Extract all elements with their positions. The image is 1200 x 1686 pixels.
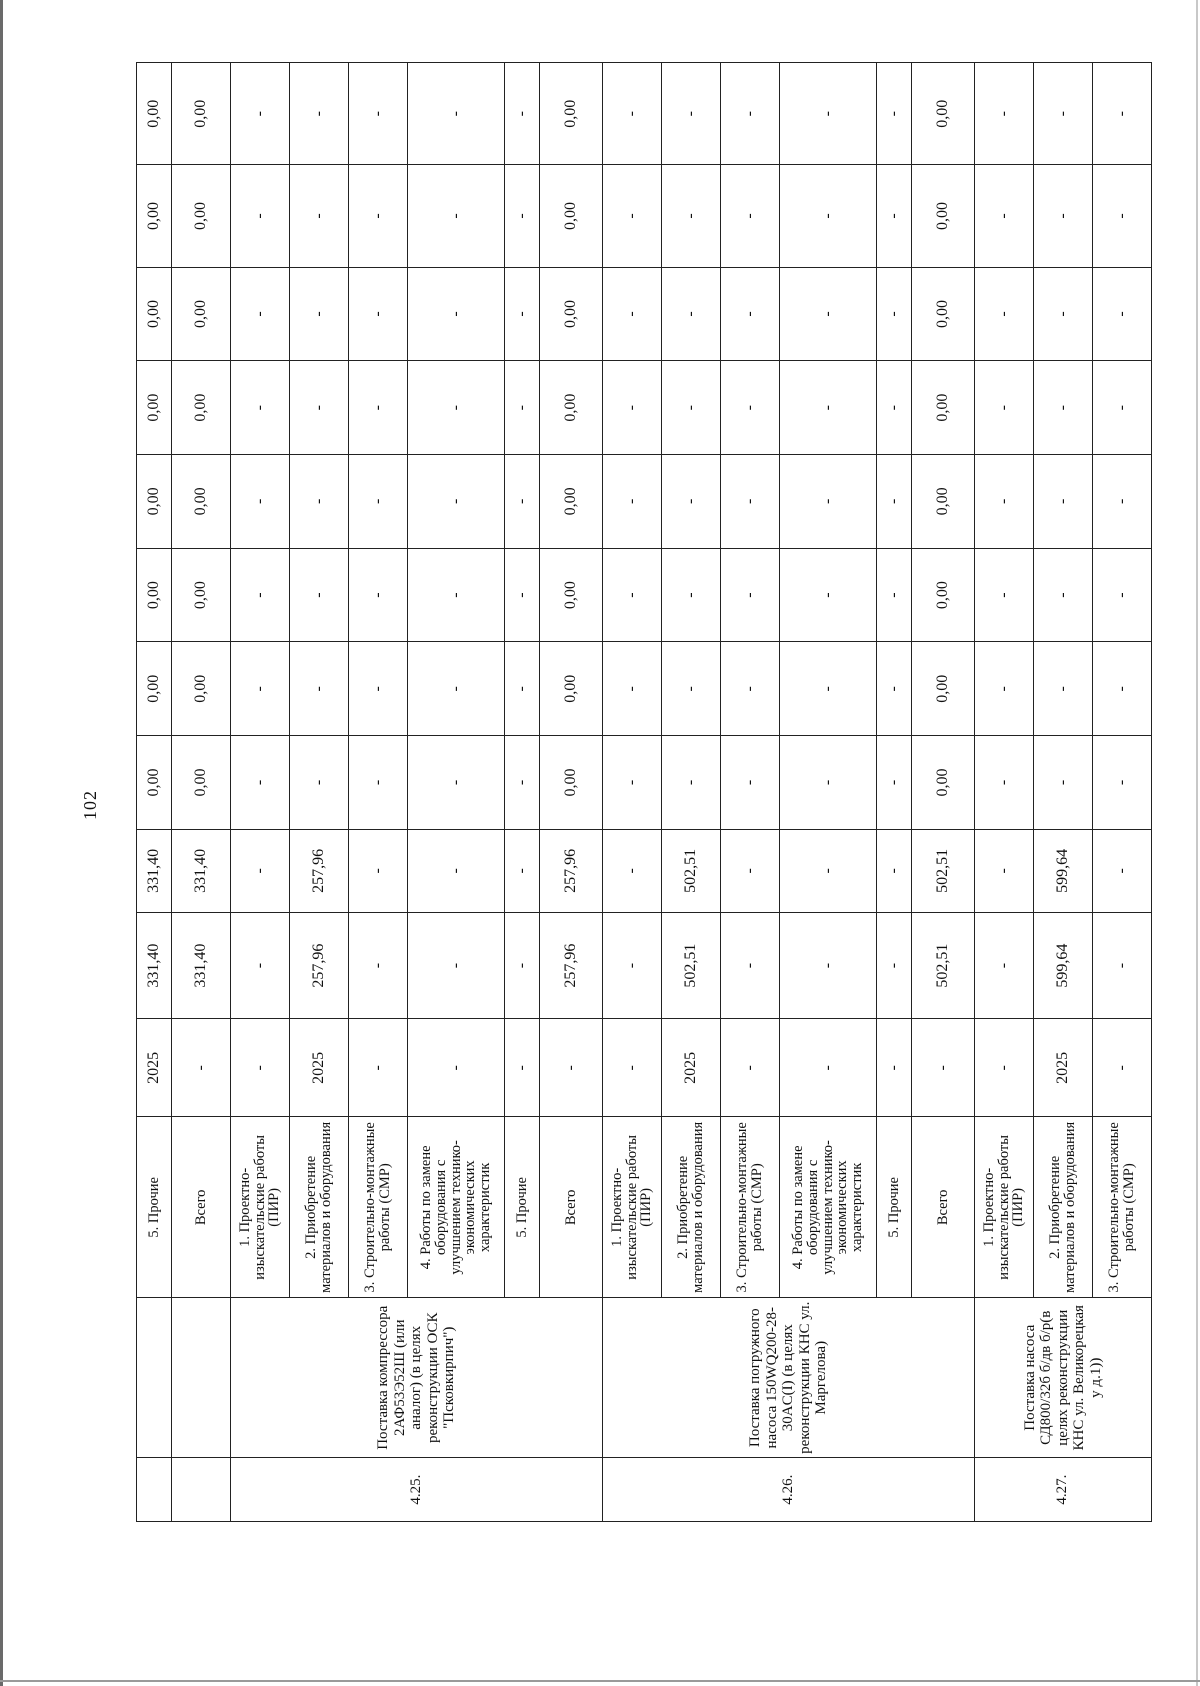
value-cell: - — [877, 736, 912, 830]
value-cell: 0,00 — [912, 455, 975, 549]
value-cell: - — [877, 165, 912, 267]
table-row — [975, 63, 1034, 1522]
value-cell: - — [290, 165, 349, 267]
value-cell: - — [408, 829, 505, 912]
value-cell: - — [408, 548, 505, 642]
value-cell: 257,96 — [540, 912, 603, 1018]
value-cell: - — [231, 361, 290, 455]
value-cell: 0,00 — [912, 63, 975, 165]
value-cell: - — [349, 829, 408, 912]
value-cell: - — [877, 829, 912, 912]
value-cell: - — [408, 736, 505, 830]
table-row — [172, 63, 231, 1522]
work-type-cell: Всего — [540, 1117, 603, 1298]
value-cell: - — [505, 736, 540, 830]
item-number-cell — [172, 1458, 231, 1522]
value-cell: 0,00 — [137, 267, 172, 361]
year-cell: - — [912, 1019, 975, 1117]
year-cell: 2025 — [1034, 1019, 1093, 1117]
value-cell: 502,51 — [912, 829, 975, 912]
value-cell: - — [721, 736, 780, 830]
value-cell: - — [1093, 548, 1152, 642]
value-cell: 0,00 — [172, 548, 231, 642]
value-cell: - — [721, 267, 780, 361]
year-cell: - — [505, 1019, 540, 1117]
year-cell: 2025 — [662, 1019, 721, 1117]
year-cell: 2025 — [290, 1019, 349, 1117]
value-cell: - — [1034, 63, 1093, 165]
value-cell: - — [349, 912, 408, 1018]
value-cell: 331,40 — [172, 829, 231, 912]
object-name-cell — [137, 1298, 172, 1458]
value-cell: 0,00 — [172, 63, 231, 165]
value-cell: - — [231, 455, 290, 549]
year-cell: - — [231, 1019, 290, 1117]
work-type-cell: 1. Проектно-изыскательские работы (ПИР) — [603, 1117, 662, 1298]
year-cell: - — [721, 1019, 780, 1117]
work-type-cell: 3. Строительно-монтажные работы (СМР) — [349, 1117, 408, 1298]
value-cell: 0,00 — [137, 736, 172, 830]
value-cell: - — [780, 165, 877, 267]
value-cell: 0,00 — [912, 736, 975, 830]
value-cell: - — [1093, 361, 1152, 455]
value-cell: - — [780, 548, 877, 642]
value-cell: 0,00 — [172, 267, 231, 361]
value-cell: 0,00 — [540, 455, 603, 549]
value-cell: - — [975, 361, 1034, 455]
page-number: 102 — [80, 790, 100, 820]
work-type-cell: 5. Прочие — [505, 1117, 540, 1298]
value-cell: 331,40 — [137, 912, 172, 1018]
value-cell: 0,00 — [540, 642, 603, 736]
value-cell: - — [1034, 267, 1093, 361]
value-cell: - — [877, 267, 912, 361]
year-cell: - — [540, 1019, 603, 1117]
value-cell: - — [1034, 165, 1093, 267]
value-cell: - — [1093, 642, 1152, 736]
value-cell: - — [408, 63, 505, 165]
value-cell: - — [1093, 455, 1152, 549]
value-cell: 0,00 — [912, 642, 975, 736]
value-cell: - — [975, 642, 1034, 736]
work-type-cell: 4. Работы по замене оборудования с улучшением технико-экономических характеристик — [408, 1117, 505, 1298]
year-cell: - — [1093, 1019, 1152, 1117]
object-name-cell — [172, 1298, 231, 1458]
value-cell: - — [780, 267, 877, 361]
value-cell: 0,00 — [912, 267, 975, 361]
value-cell: - — [231, 642, 290, 736]
year-cell: - — [349, 1019, 408, 1117]
work-type-cell: 4. Работы по замене оборудования с улучшением технико-экономических характеристик — [780, 1117, 877, 1298]
value-cell: - — [1034, 361, 1093, 455]
value-cell: 0,00 — [540, 736, 603, 830]
value-cell: - — [721, 642, 780, 736]
value-cell: - — [1034, 736, 1093, 830]
value-cell: - — [408, 165, 505, 267]
value-cell: 0,00 — [540, 267, 603, 361]
work-type-cell: 3. Строительно-монтажные работы (СМР) — [721, 1117, 780, 1298]
item-number-cell — [137, 1458, 172, 1522]
value-cell: - — [408, 642, 505, 736]
value-cell: 257,96 — [540, 829, 603, 912]
table-body — [137, 63, 1152, 1522]
work-type-cell: 3. Строительно-монтажные работы (СМР) — [1093, 1117, 1152, 1298]
value-cell: 0,00 — [137, 455, 172, 549]
value-cell: - — [662, 361, 721, 455]
value-cell: 502,51 — [662, 829, 721, 912]
value-cell: 0,00 — [172, 642, 231, 736]
value-cell: - — [780, 455, 877, 549]
value-cell: - — [290, 455, 349, 549]
value-cell: - — [349, 63, 408, 165]
value-cell: - — [662, 548, 721, 642]
value-cell: - — [975, 829, 1034, 912]
value-cell: 0,00 — [172, 165, 231, 267]
value-cell: - — [1093, 267, 1152, 361]
value-cell: - — [349, 361, 408, 455]
value-cell: - — [603, 829, 662, 912]
value-cell: 0,00 — [137, 642, 172, 736]
value-cell: - — [1093, 736, 1152, 830]
value-cell: - — [290, 736, 349, 830]
value-cell: - — [505, 361, 540, 455]
value-cell: - — [231, 63, 290, 165]
value-cell: - — [662, 642, 721, 736]
value-cell: - — [231, 829, 290, 912]
value-cell: - — [877, 455, 912, 549]
value-cell: 0,00 — [912, 165, 975, 267]
value-cell: - — [408, 267, 505, 361]
value-cell: - — [603, 736, 662, 830]
year-cell: - — [877, 1019, 912, 1117]
value-cell: - — [603, 912, 662, 1018]
value-cell: - — [603, 165, 662, 267]
value-cell: - — [603, 63, 662, 165]
value-cell: - — [975, 267, 1034, 361]
value-cell: - — [505, 165, 540, 267]
value-cell: 599,64 — [1034, 829, 1093, 912]
value-cell: - — [877, 361, 912, 455]
value-cell: - — [1034, 455, 1093, 549]
value-cell: 0,00 — [540, 361, 603, 455]
value-cell: - — [408, 912, 505, 1018]
value-cell: - — [505, 455, 540, 549]
value-cell: - — [975, 912, 1034, 1018]
work-type-cell: Всего — [172, 1117, 231, 1298]
value-cell: - — [603, 267, 662, 361]
value-cell: - — [349, 455, 408, 549]
value-cell: - — [231, 912, 290, 1018]
value-cell: 0,00 — [172, 736, 231, 830]
value-cell: - — [505, 829, 540, 912]
object-name-cell: Поставка компрессора 2АФ53Э52Ш (или аналог) (в целях реконструкции ОСК "Псковкирпич") — [231, 1298, 603, 1458]
value-cell: - — [505, 63, 540, 165]
value-cell: - — [349, 642, 408, 736]
value-cell: - — [877, 912, 912, 1018]
value-cell: - — [721, 361, 780, 455]
work-type-cell: Всего — [912, 1117, 975, 1298]
value-cell: 0,00 — [540, 63, 603, 165]
work-type-cell: 2. Приобретение материалов и оборудования — [662, 1117, 721, 1298]
value-cell: - — [721, 63, 780, 165]
value-cell: - — [877, 548, 912, 642]
value-cell: - — [603, 361, 662, 455]
value-cell: 0,00 — [137, 63, 172, 165]
table-row — [231, 63, 290, 1522]
value-cell: - — [1093, 912, 1152, 1018]
value-cell: - — [1093, 63, 1152, 165]
value-cell: - — [603, 455, 662, 549]
value-cell: - — [780, 912, 877, 1018]
value-cell: - — [231, 548, 290, 642]
value-cell: - — [349, 165, 408, 267]
year-cell: - — [172, 1019, 231, 1117]
scan-bottom-edge — [0, 1680, 1200, 1682]
value-cell: - — [877, 642, 912, 736]
value-cell: - — [408, 361, 505, 455]
value-cell: 0,00 — [137, 165, 172, 267]
value-cell: - — [290, 642, 349, 736]
value-cell: - — [505, 912, 540, 1018]
value-cell: 0,00 — [172, 361, 231, 455]
value-cell: 0,00 — [912, 548, 975, 642]
work-type-cell: 2. Приобретение материалов и оборудования — [290, 1117, 349, 1298]
value-cell: - — [603, 548, 662, 642]
value-cell: 0,00 — [137, 548, 172, 642]
value-cell: - — [780, 736, 877, 830]
table-row — [603, 63, 662, 1522]
value-cell: - — [603, 642, 662, 736]
rotated-table-container — [136, 62, 1137, 1522]
value-cell: - — [290, 548, 349, 642]
value-cell: - — [290, 267, 349, 361]
value-cell: - — [975, 63, 1034, 165]
item-number-cell: 4.27. — [975, 1458, 1152, 1522]
work-type-cell: 5. Прочие — [137, 1117, 172, 1298]
value-cell: 599,64 — [1034, 912, 1093, 1018]
value-cell: 0,00 — [172, 455, 231, 549]
year-cell: 2025 — [137, 1019, 172, 1117]
value-cell: - — [662, 165, 721, 267]
value-cell: - — [975, 165, 1034, 267]
value-cell: 331,40 — [172, 912, 231, 1018]
work-type-cell: 1. Проектно-изыскательские работы (ПИР) — [975, 1117, 1034, 1298]
value-cell: - — [231, 736, 290, 830]
value-cell: - — [349, 736, 408, 830]
value-cell: 331,40 — [137, 829, 172, 912]
value-cell: 502,51 — [912, 912, 975, 1018]
value-cell: - — [662, 63, 721, 165]
object-name-cell: Поставка погружного насоса 150WQ200-28-30AC(I) (в целях реконструкции КНС ул. Маргелова) — [603, 1298, 975, 1458]
value-cell: - — [721, 548, 780, 642]
value-cell: - — [1093, 829, 1152, 912]
year-cell: - — [780, 1019, 877, 1117]
value-cell: - — [1034, 642, 1093, 736]
value-cell: - — [1034, 548, 1093, 642]
work-type-cell: 2. Приобретение материалов и оборудования — [1034, 1117, 1093, 1298]
object-name-cell: Поставка насоса СД800/32б б/дв б/р(в целях реконструкции КНС ул. Великорецкая у д.1)) — [975, 1298, 1152, 1458]
value-cell: - — [721, 455, 780, 549]
value-cell: - — [349, 548, 408, 642]
value-cell: - — [721, 829, 780, 912]
work-type-cell: 5. Прочие — [877, 1117, 912, 1298]
scan-right-edge — [1196, 0, 1198, 1686]
value-cell: - — [975, 455, 1034, 549]
table-row — [137, 63, 172, 1522]
value-cell: 257,96 — [290, 829, 349, 912]
year-cell: - — [408, 1019, 505, 1117]
value-cell: - — [231, 267, 290, 361]
value-cell: - — [780, 642, 877, 736]
value-cell: - — [975, 548, 1034, 642]
scan-left-edge — [0, 0, 3, 1686]
value-cell: - — [1093, 165, 1152, 267]
value-cell: - — [662, 736, 721, 830]
value-cell: 257,96 — [290, 912, 349, 1018]
value-cell: - — [505, 267, 540, 361]
value-cell: - — [408, 455, 505, 549]
value-cell: - — [780, 829, 877, 912]
year-cell: - — [975, 1019, 1034, 1117]
value-cell: - — [877, 63, 912, 165]
item-number-cell: 4.26. — [603, 1458, 975, 1522]
value-cell: 0,00 — [912, 361, 975, 455]
value-cell: - — [505, 642, 540, 736]
work-type-cell: 1. Проектно-изыскательские работы (ПИР) — [231, 1117, 290, 1298]
value-cell: - — [231, 165, 290, 267]
value-cell: - — [780, 63, 877, 165]
value-cell: 0,00 — [540, 548, 603, 642]
investment-program-table — [136, 62, 1152, 1522]
value-cell: - — [349, 267, 408, 361]
value-cell: - — [721, 165, 780, 267]
value-cell: - — [505, 548, 540, 642]
value-cell: - — [662, 267, 721, 361]
value-cell: - — [290, 63, 349, 165]
value-cell: - — [662, 455, 721, 549]
value-cell: 0,00 — [137, 361, 172, 455]
value-cell: 0,00 — [540, 165, 603, 267]
value-cell: - — [290, 361, 349, 455]
value-cell: 502,51 — [662, 912, 721, 1018]
year-cell: - — [603, 1019, 662, 1117]
value-cell: - — [721, 912, 780, 1018]
item-number-cell: 4.25. — [231, 1458, 603, 1522]
value-cell: - — [780, 361, 877, 455]
value-cell: - — [975, 736, 1034, 830]
